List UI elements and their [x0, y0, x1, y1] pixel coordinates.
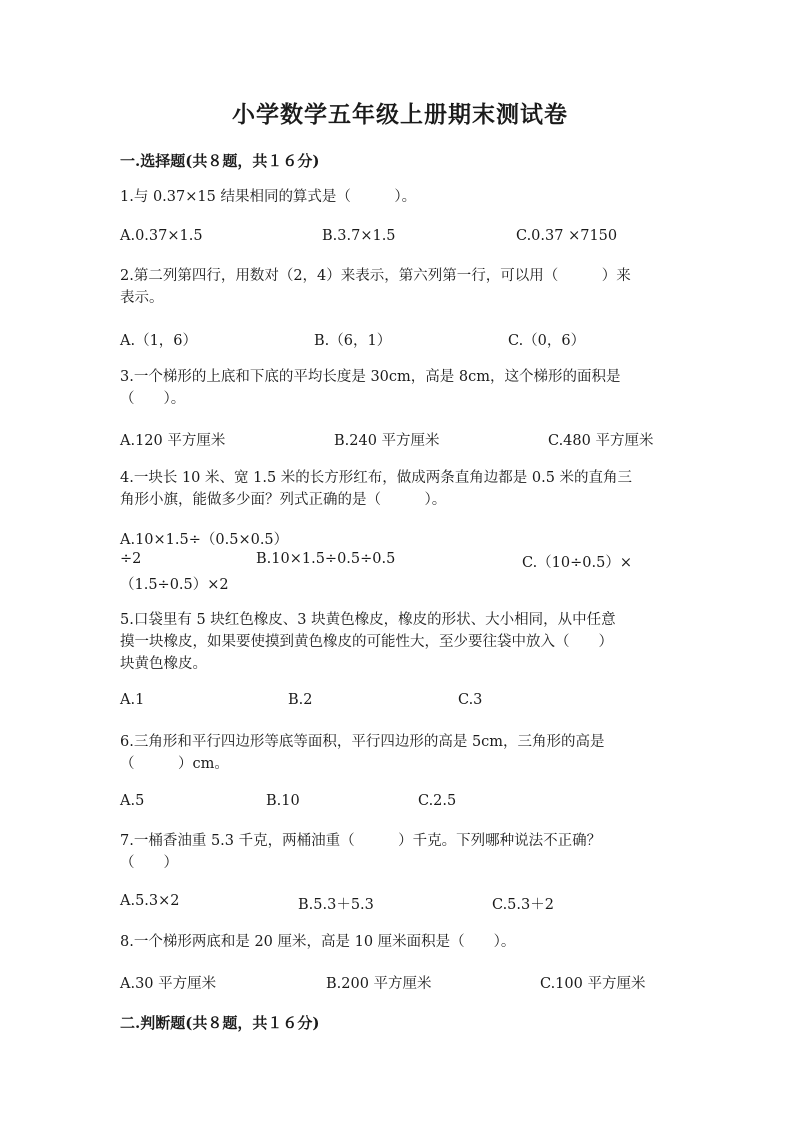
question-5-line-3: 块黄色橡皮。	[120, 656, 207, 672]
question-5-option-a: A.1	[120, 692, 145, 708]
question-3-line-1: 3.一个梯形的上底和下底的平均长度是 30cm，高是 8cm，这个梯形的面积是	[120, 369, 621, 385]
question-2-line-1: 2.第二列第四行，用数对（2，4）来表示，第六列第一行，可以用（ ）来	[120, 268, 631, 284]
question-4-option-c-cont: （1.5÷0.5）×2	[120, 577, 229, 593]
question-7-line-1: 7.一桶香油重 5.3 千克，两桶油重（ ）千克。下列哪种说法不正确？	[120, 833, 602, 849]
question-4-line-2: 角形小旗，能做多少面？列式正确的是（ ）。	[120, 492, 447, 508]
question-2-option-b: B.（6，1）	[314, 333, 392, 349]
question-6-line-2: （ ）cm。	[120, 756, 229, 772]
question-6-option-a: A.5	[120, 793, 145, 809]
question-6-option-b: B.10	[266, 793, 300, 809]
section-heading-choice: 一.选择题(共８题，共１６分)	[120, 152, 320, 170]
question-8-option-a: A.30 平方厘米	[120, 976, 217, 992]
question-3-option-a: A.120 平方厘米	[120, 433, 226, 449]
question-5-line-1: 5.口袋里有 5 块红色橡皮、3 块黄色橡皮，橡皮的形状、大小相同，从中任意	[120, 612, 616, 628]
question-4-line-1: 4.一块长 10 米、宽 1.5 米的长方形红布，做成两条直角边都是 0.5 米的直角三	[120, 470, 633, 486]
question-3-option-b: B.240 平方厘米	[334, 433, 440, 449]
question-5-line-2: 摸一块橡皮，如果要使摸到黄色橡皮的可能性大，至少要往袋中放入（ ）	[120, 634, 613, 650]
question-4-option-b: B.10×1.5÷0.5÷0.5	[256, 551, 396, 567]
question-7-option-b: B.5.3＋5.3	[298, 897, 374, 913]
question-3-option-c: C.480 平方厘米	[548, 433, 654, 449]
question-1-option-b: B.3.7×1.5	[322, 228, 396, 244]
question-4-option-a-cont: ÷2	[120, 551, 142, 567]
question-8-option-c: C.100 平方厘米	[540, 976, 646, 992]
question-8-option-b: B.200 平方厘米	[326, 976, 432, 992]
page-title: 小学数学五年级上册期末测试卷	[232, 101, 568, 128]
question-4-option-c: C.（10÷0.5）×	[522, 555, 632, 571]
question-6-option-c: C.2.5	[418, 793, 457, 809]
question-7-option-c: C.5.3＋2	[492, 897, 554, 913]
section-heading-judgement: 二.判断题(共８题，共１６分)	[120, 1014, 320, 1032]
question-1-option-c: C.0.37 ×7150	[516, 228, 618, 244]
question-8-line-1: 8.一个梯形两底和是 20 厘米，高是 10 厘米面积是（ ）。	[120, 934, 516, 950]
question-1-option-a: A.0.37×1.5	[120, 228, 203, 244]
question-2-line-2: 表示。	[120, 290, 164, 306]
question-1-line-1: 1.与 0.37×15 结果相同的算式是（ ）。	[120, 189, 417, 205]
question-7-option-a: A.5.3×2	[120, 893, 180, 909]
question-7-line-2: （ ）	[120, 855, 178, 871]
question-5-option-b: B.2	[288, 692, 313, 708]
question-2-option-a: A.（1，6）	[120, 333, 198, 349]
question-3-line-2: （ ）。	[120, 391, 186, 407]
question-4-option-a: A.10×1.5÷（0.5×0.5）	[120, 532, 289, 548]
question-6-line-1: 6.三角形和平行四边形等底等面积，平行四边形的高是 5cm，三角形的高是	[120, 734, 605, 750]
question-5-option-c: C.3	[458, 692, 483, 708]
question-2-option-c: C.（0，6）	[508, 333, 586, 349]
